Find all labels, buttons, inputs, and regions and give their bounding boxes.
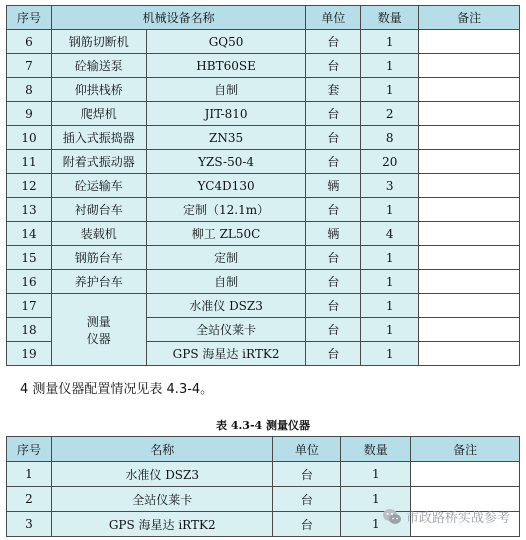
row-no: 14 [7,222,52,246]
row-name: 附着式振动器 [51,150,146,174]
header-name: 名称 [51,437,273,462]
row-model: GPS 海星达 iRTK2 [146,342,306,366]
row-no: 1 [7,462,52,487]
row-qty: 1 [341,462,411,487]
equipment-table [6,5,520,366]
row-name: 爬焊机 [51,102,146,126]
row-model: HBT60SE [146,54,306,78]
row-unit: 台 [273,512,341,537]
table-row [7,222,520,246]
row-remark [419,126,520,150]
row-remark [419,198,520,222]
row-remark [419,54,520,78]
row-remark [419,270,520,294]
row-unit: 台 [273,462,341,487]
row-no: 17 [7,294,52,318]
row-unit: 台 [306,54,361,78]
table-row [7,30,520,54]
row-model: 定制（12.1m） [146,198,306,222]
row-unit: 台 [306,198,361,222]
row-unit: 辆 [306,174,361,198]
row-qty: 1 [361,342,419,366]
row-model: YZS-50-4 [146,150,306,174]
table-row [7,54,520,78]
row-unit: 套 [306,78,361,102]
group-name-line2: 仪器 [86,331,111,346]
row-model: GQ50 [146,30,306,54]
group-name-line1: 测量 [86,314,111,329]
row-unit: 台 [306,342,361,366]
row-model: 自制 [146,78,306,102]
row-qty: 1 [361,270,419,294]
row-unit: 台 [273,487,341,512]
row-unit: 台 [306,318,361,342]
row-name: 插入式振捣器 [51,126,146,150]
row-remark [411,462,520,487]
row-model: 自制 [146,270,306,294]
table-row [7,270,520,294]
row-remark [419,78,520,102]
row-no: 7 [7,54,52,78]
row-no: 8 [7,78,52,102]
row-remark [419,318,520,342]
row-no: 2 [7,487,52,512]
row-model: ZN35 [146,126,306,150]
row-name: 钢筋台车 [51,246,146,270]
row-unit: 台 [306,246,361,270]
row-no: 18 [7,318,52,342]
header-remark: 备注 [411,437,520,462]
equipment-table-body [7,30,520,366]
row-no: 11 [7,150,52,174]
row-name: 仰拱栈桥 [51,78,146,102]
table-row [7,150,520,174]
row-unit: 台 [306,102,361,126]
watermark [382,507,510,526]
header-no: 序号 [7,437,52,462]
row-no: 3 [7,512,52,537]
row-remark [419,30,520,54]
table-row [7,78,520,102]
row-unit: 台 [306,270,361,294]
row-name: 衬砌台车 [51,198,146,222]
row-remark [419,294,520,318]
row-name: 钢筋切断机 [51,30,146,54]
row-unit: 辆 [306,222,361,246]
row-qty: 1 [361,54,419,78]
row-qty: 1 [341,487,411,512]
header-unit: 单位 [273,437,341,462]
row-qty: 20 [361,150,419,174]
row-no: 10 [7,126,52,150]
header-qty: 数量 [361,6,419,30]
table-row [7,462,520,487]
table-row [7,174,520,198]
row-name: 养护台车 [51,270,146,294]
row-name: 水准仪 DSZ3 [51,462,273,487]
row-qty: 3 [361,174,419,198]
row-name: 全站仪莱卡 [51,487,273,512]
row-no: 16 [7,270,52,294]
row-name: 装载机 [51,222,146,246]
table-row [7,198,520,222]
table-header-row [7,437,520,462]
table-caption: 表 4.3-4 测量仪器 [215,419,310,432]
row-no: 9 [7,102,52,126]
row-model: YC4D130 [146,174,306,198]
table-row [7,126,520,150]
wechat-icon [382,508,402,526]
row-unit: 台 [306,30,361,54]
row-unit: 台 [306,150,361,174]
row-model: 全站仪莱卡 [146,318,306,342]
row-name: 砼输送泵 [51,54,146,78]
row-model: 水准仪 DSZ3 [146,294,306,318]
row-model: 定制 [146,246,306,270]
table-row [7,294,520,318]
row-qty: 2 [361,102,419,126]
row-no: 15 [7,246,52,270]
header-remark: 备注 [419,6,520,30]
row-unit: 台 [306,126,361,150]
header-equipment-name: 机械设备名称 [51,6,306,30]
table-header-row [7,6,520,30]
row-no: 12 [7,174,52,198]
body-paragraph: 4 测量仪器配置情况见表 4.3-4。 [20,382,214,397]
table-row [7,102,520,126]
row-qty: 1 [361,294,419,318]
row-name: GPS 海星达 iRTK2 [51,512,273,537]
group-name-surveying-instruments [51,294,146,366]
header-qty: 数量 [341,437,411,462]
row-remark [419,174,520,198]
row-unit: 台 [306,294,361,318]
row-model: 柳工 ZL50C [146,222,306,246]
watermark-text: 市政路桥实战参考 [405,511,510,526]
row-qty: 1 [361,198,419,222]
row-qty: 1 [361,318,419,342]
row-no: 6 [7,30,52,54]
row-remark [419,102,520,126]
row-qty: 1 [361,30,419,54]
row-remark [419,246,520,270]
row-remark [419,342,520,366]
row-no: 13 [7,198,52,222]
header-unit: 单位 [306,6,361,30]
row-qty: 4 [361,222,419,246]
row-qty: 8 [361,126,419,150]
row-remark [419,150,520,174]
row-no: 19 [7,342,52,366]
table-row [7,246,520,270]
row-model: JIT-810 [146,102,306,126]
row-qty: 1 [361,246,419,270]
row-qty: 1 [341,512,411,537]
row-name: 砼运输车 [51,174,146,198]
header-no: 序号 [7,6,52,30]
row-qty: 1 [361,78,419,102]
row-remark [419,222,520,246]
